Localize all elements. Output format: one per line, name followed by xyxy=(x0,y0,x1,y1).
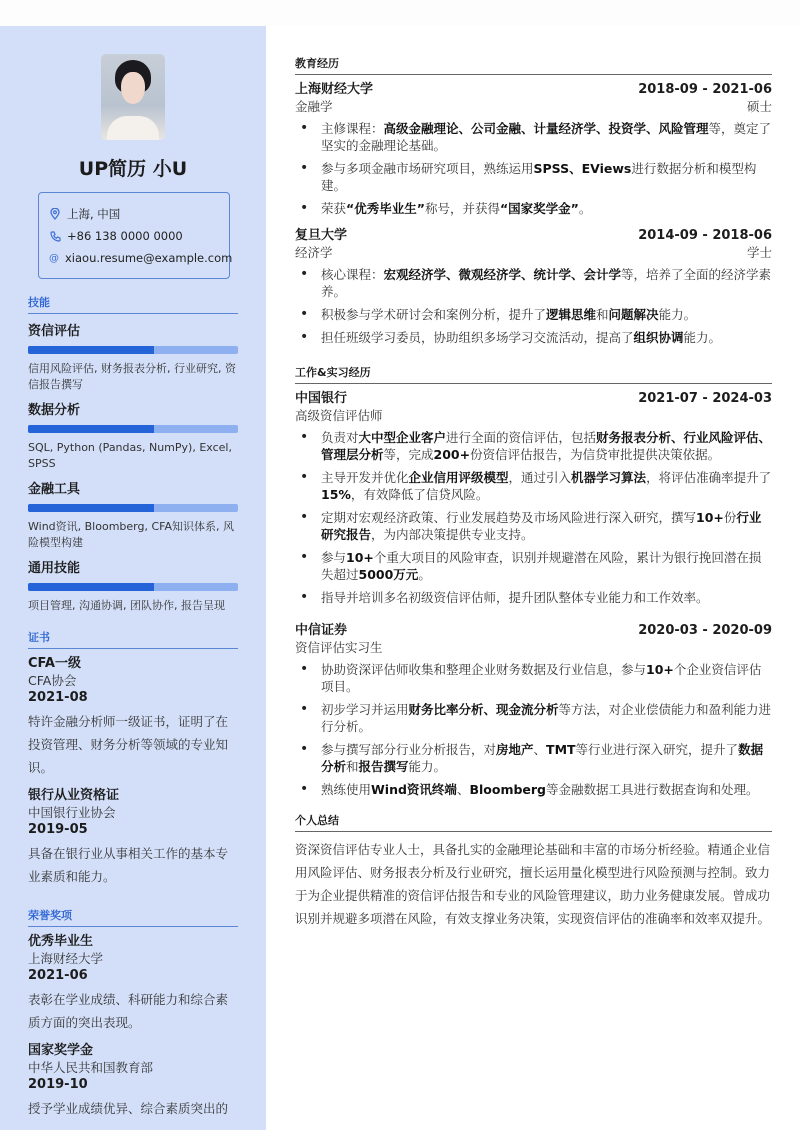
date-range: 2018-09 - 2021-06 xyxy=(638,82,772,97)
bullet-item: • 参与多项金融市场研究项目，熟练运用SPSS、EViews进行数据分析和模型构建。 xyxy=(295,160,772,194)
certificate-date: 2019-05 xyxy=(28,822,88,837)
date-range: 2014-09 - 2018-06 xyxy=(638,228,772,243)
award-date: 2021-06 xyxy=(28,968,88,983)
email-text[interactable]: xiaou.resume@example.com xyxy=(65,251,233,265)
summary-text: 资深资信评估专业人士，具备扎实的金融理论基础和丰富的市场分析经验。精通企业信用风险评估、财务报表分析及行业研究，擅长运用量化模型进行风险预测与控制。致力于为企业提供精准的资信评估报告和专业的风险管理建议，助力业务健康发展。曾成功识别并规避多项潜在风险，有效支撑业务决策，实现资信评估的准确率和效率双提升。 xyxy=(295,842,771,926)
education-entry xyxy=(295,81,772,217)
company-name: 中信证券 xyxy=(295,623,348,638)
skill-level-bar xyxy=(28,425,238,433)
contact-email xyxy=(49,247,233,269)
skill-item xyxy=(28,320,238,393)
contact-box xyxy=(38,192,233,279)
skill-level-bar xyxy=(28,583,238,591)
skill-name: 数据分析 xyxy=(28,403,81,418)
bullet-item: • 荣获“优秀毕业生”称号，并获得“国家奖学金”。 xyxy=(295,200,772,217)
bullet-item: • 积极参与学术研讨会和案例分析，提升了逻辑思维和问题解决能力。 xyxy=(295,306,772,323)
bullet-item: • 主修课程：高级金融理论、公司金融、计量经济学、投资学、风险管理等，奠定了坚实的金融理论基础。 xyxy=(295,120,772,154)
top-margin xyxy=(0,0,800,26)
phone-text[interactable]: +86 138 0000 0000 xyxy=(67,229,183,243)
bullet-item: • 参与撰写部分行业分析报告，对房地产、TMT等行业进行深入研究，提升了数据分析和报告撰写能力。 xyxy=(295,741,772,775)
awards-heading: 荣誉奖项 xyxy=(28,907,238,927)
bullet-item: • 协助资深评估师收集和整理企业财务数据及行业信息，参与10+个企业资信评估项目。 xyxy=(295,661,772,695)
certificate-name: 银行从业资格证 xyxy=(28,788,120,803)
award-desc: 表彰在学业成绩、科研能力和综合素质方面的突出表现。 xyxy=(28,992,229,1030)
skill-item xyxy=(28,399,238,472)
education-section xyxy=(295,55,772,346)
map-pin-icon xyxy=(49,208,61,220)
bullet-item: • 负责对大中型企业客户进行全面的资信评估，包括财务报表分析、行业风险评估、管理层分析等，完成200+份资信评估报告，为信贷审批提供决策依据。 xyxy=(295,429,772,463)
skills-heading: 技能 xyxy=(28,294,238,314)
bullet-item: • 熟练使用Wind资讯终端、Bloomberg等金融数据工具进行数据查询和处理。 xyxy=(295,781,772,798)
degree: 硕士 xyxy=(746,99,772,114)
bullet-item: • 参与10+个重大项目的风险审查，识别并规避潜在风险，累计为银行挽回潜在损失超过5000万元。 xyxy=(295,549,772,583)
bullet-list xyxy=(295,661,772,798)
summary-heading: 个人总结 xyxy=(295,812,772,832)
skill-desc: 项目管理, 沟通协调, 团队协作, 报告呈现 xyxy=(28,599,225,612)
work-section xyxy=(295,364,772,798)
work-heading: 工作&实习经历 xyxy=(295,364,772,384)
date-range: 2021-07 - 2024-03 xyxy=(638,391,772,406)
location-text: 上海, 中国 xyxy=(67,207,121,221)
award-desc: 授予学业成绩优异、综合素质突出的 xyxy=(28,1101,229,1116)
award-date: 2019-10 xyxy=(28,1077,88,1092)
certificate-item xyxy=(28,787,238,888)
skill-desc: Wind资讯, Bloomberg, CFA知识体系, 风险模型构建 xyxy=(28,520,234,549)
skill-level-bar xyxy=(28,504,238,512)
skill-desc: 信用风险评估, 财务报表分析, 行业研究, 资信报告撰写 xyxy=(28,362,236,391)
skill-item xyxy=(28,557,238,614)
certificate-date: 2021-08 xyxy=(28,690,88,705)
education-entry xyxy=(295,227,772,346)
school-name: 复旦大学 xyxy=(295,228,348,243)
bullet-item: • 指导并培训多名初级资信评估师，提升团队整体专业能力和工作效率。 xyxy=(295,589,772,606)
education-heading: 教育经历 xyxy=(295,55,772,75)
award-item xyxy=(28,933,238,1034)
major: 经济学 xyxy=(295,245,333,260)
certificate-desc: 具备在银行业从事相关工作的基本专业素质和能力。 xyxy=(28,846,229,884)
bullet-item: • 核心课程：宏观经济学、微观经济学、统计学、会计学等，培养了全面的经济学素养。 xyxy=(295,266,772,300)
skill-name: 金融工具 xyxy=(28,482,81,497)
skill-desc: SQL, Python (Pandas, NumPy), Excel, SPSS xyxy=(28,441,232,470)
bullet-item: • 定期对宏观经济政策、行业发展趋势及市场风险进行深入研究，撰写10+份行业研究报告，为内部决策提供专业支持。 xyxy=(295,509,772,543)
sidebar xyxy=(0,26,266,1130)
skills-section xyxy=(28,294,238,620)
company-name: 中国银行 xyxy=(295,391,348,406)
skill-level-bar xyxy=(28,346,238,354)
skill-name: 资信评估 xyxy=(28,324,81,339)
bullet-list xyxy=(295,120,772,217)
award-org: 上海财经大学 xyxy=(28,951,104,966)
award-name: 国家奖学金 xyxy=(28,1043,94,1058)
contact-location xyxy=(49,203,229,225)
degree: 学士 xyxy=(746,245,772,260)
job-role: 高级资信评估师 xyxy=(295,408,383,423)
award-org: 中华人民共和国教育部 xyxy=(28,1060,154,1075)
at-sign-icon: @ xyxy=(49,252,59,264)
certificate-org: 中国银行业协会 xyxy=(28,805,116,820)
bullet-list xyxy=(295,266,772,346)
summary-section xyxy=(295,812,772,930)
date-range: 2020-03 - 2020-09 xyxy=(638,623,772,638)
work-entry xyxy=(295,622,772,798)
candidate-name: UP简历 小U xyxy=(78,158,188,180)
skill-name: 通用技能 xyxy=(28,561,81,576)
school-name: 上海财经大学 xyxy=(295,82,374,97)
awards-section xyxy=(28,907,238,1128)
certificate-org: CFA协会 xyxy=(28,673,77,688)
certificate-name: CFA一级 xyxy=(28,656,81,671)
main-content xyxy=(295,55,772,930)
certificates-heading: 证书 xyxy=(28,629,238,649)
contact-phone xyxy=(49,225,229,247)
job-role: 资信评估实习生 xyxy=(295,640,383,655)
major: 金融学 xyxy=(295,99,333,114)
certificate-item xyxy=(28,655,238,779)
award-item xyxy=(28,1042,238,1120)
bullet-item: • 担任班级学习委员，协助组织多场学习交流活动，提高了组织协调能力。 xyxy=(295,329,772,346)
skill-item xyxy=(28,478,238,551)
phone-icon xyxy=(49,231,61,242)
certificates-section xyxy=(28,629,238,896)
bullet-list xyxy=(295,429,772,606)
work-entry xyxy=(295,390,772,606)
bullet-item: • 初步学习并运用财务比率分析、现金流分析等方法，对企业偿债能力和盈利能力进行分析。 xyxy=(295,701,772,735)
certificate-desc: 特许金融分析师一级证书，证明了在投资管理、财务分析等领域的专业知识。 xyxy=(28,714,229,775)
bullet-item: • 主导开发并优化企业信用评级模型，通过引入机器学习算法，将评估准确率提升了15%，有效降低了信贷风险。 xyxy=(295,469,772,503)
award-name: 优秀毕业生 xyxy=(28,934,94,949)
profile-photo xyxy=(101,54,165,140)
